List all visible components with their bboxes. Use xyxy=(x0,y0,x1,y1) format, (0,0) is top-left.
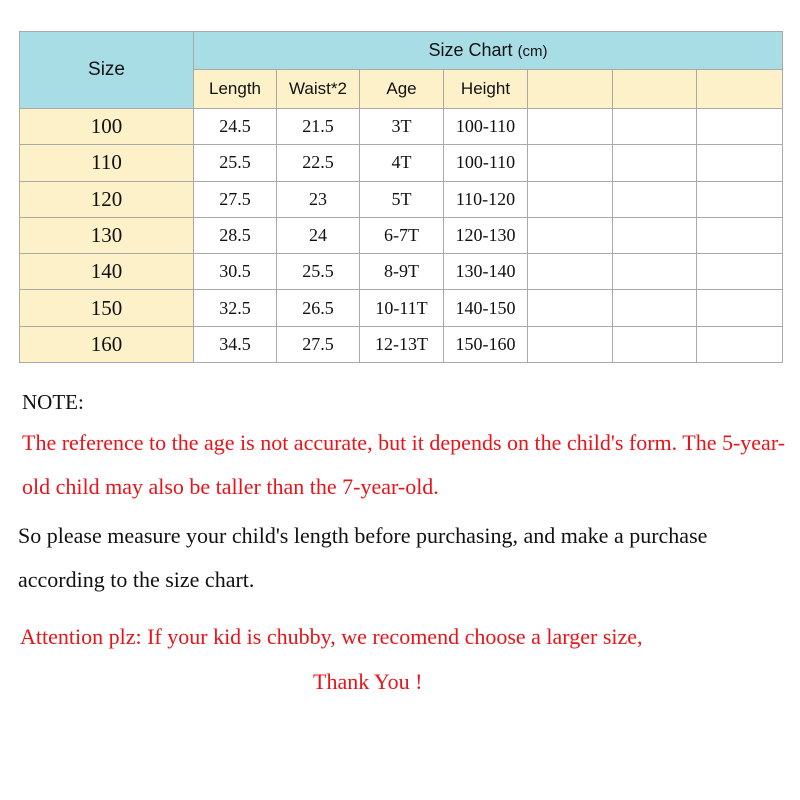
table-row xyxy=(20,290,783,326)
empty-cell xyxy=(613,181,697,217)
empty-cell xyxy=(613,254,697,290)
table-row xyxy=(20,145,783,181)
empty-cell xyxy=(528,290,613,326)
age-cell: 6-7T xyxy=(360,217,444,253)
height-column-header: Height xyxy=(444,70,528,109)
length-cell: 30.5 xyxy=(194,254,277,290)
empty-cell xyxy=(697,290,783,326)
empty-cell xyxy=(528,254,613,290)
size-chart-title xyxy=(194,32,783,70)
waist-cell: 25.5 xyxy=(277,254,360,290)
age-cell: 10-11T xyxy=(360,290,444,326)
empty-cell xyxy=(528,181,613,217)
age-cell: 8-9T xyxy=(360,254,444,290)
table-row xyxy=(20,181,783,217)
empty-cell xyxy=(613,326,697,362)
size-cell: 150 xyxy=(20,290,194,326)
empty-cell xyxy=(697,181,783,217)
waist-column-header: Waist*2 xyxy=(277,70,360,109)
age-cell: 12-13T xyxy=(360,326,444,362)
attention-note: Attention plz: If your kid is chubby, we recomend choose a larger size, xyxy=(20,624,643,649)
size-cell: 110 xyxy=(20,145,194,181)
waist-cell: 21.5 xyxy=(277,109,360,145)
empty-cell xyxy=(697,217,783,253)
length-cell: 34.5 xyxy=(194,326,277,362)
size-cell: 120 xyxy=(20,181,194,217)
height-cell: 150-160 xyxy=(444,326,528,362)
age-cell: 5T xyxy=(360,181,444,217)
table-row xyxy=(20,109,783,145)
empty-header-cell xyxy=(613,70,697,109)
height-cell: 110-120 xyxy=(444,181,528,217)
chart-title-text: Size Chart xyxy=(428,40,513,60)
age-column-header: Age xyxy=(360,70,444,109)
age-cell: 3T xyxy=(360,109,444,145)
length-cell: 27.5 xyxy=(194,181,277,217)
table-row xyxy=(20,326,783,362)
chart-unit-text: (cm) xyxy=(517,43,548,60)
empty-cell xyxy=(613,109,697,145)
waist-cell: 27.5 xyxy=(277,326,360,362)
waist-cell: 22.5 xyxy=(277,145,360,181)
empty-cell xyxy=(697,326,783,362)
height-cell: 130-140 xyxy=(444,254,528,290)
empty-cell xyxy=(613,217,697,253)
height-cell: 120-130 xyxy=(444,217,528,253)
age-reference-note: The reference to the age is not accurate, but it depends on the child's form. The 5-year-old child may also be taller than the 7-year-old. xyxy=(22,430,786,499)
empty-header-cell xyxy=(697,70,783,109)
empty-cell xyxy=(528,109,613,145)
waist-cell: 26.5 xyxy=(277,290,360,326)
empty-cell xyxy=(697,145,783,181)
waist-cell: 24 xyxy=(277,217,360,253)
measure-instruction: So please measure your child's length before purchasing, and make a purchase according to the size chart. xyxy=(18,523,708,592)
size-column-header: Size xyxy=(20,32,194,109)
empty-cell xyxy=(613,290,697,326)
length-cell: 28.5 xyxy=(194,217,277,253)
age-cell: 4T xyxy=(360,145,444,181)
size-cell: 140 xyxy=(20,254,194,290)
length-cell: 32.5 xyxy=(194,290,277,326)
empty-cell xyxy=(697,109,783,145)
size-cell: 160 xyxy=(20,326,194,362)
empty-cell xyxy=(528,326,613,362)
waist-cell: 23 xyxy=(277,181,360,217)
empty-cell xyxy=(528,145,613,181)
table-row xyxy=(20,217,783,253)
empty-cell xyxy=(528,217,613,253)
size-cell: 100 xyxy=(20,109,194,145)
table-row xyxy=(20,254,783,290)
length-column-header: Length xyxy=(194,70,277,109)
note-label: NOTE: xyxy=(22,390,84,414)
empty-cell xyxy=(697,254,783,290)
empty-header-cell xyxy=(528,70,613,109)
height-cell: 100-110 xyxy=(444,109,528,145)
size-cell: 130 xyxy=(20,217,194,253)
thank-you-text: Thank You ! xyxy=(313,669,423,694)
size-chart-table xyxy=(19,31,783,363)
length-cell: 25.5 xyxy=(194,145,277,181)
length-cell: 24.5 xyxy=(194,109,277,145)
empty-cell xyxy=(613,145,697,181)
height-cell: 100-110 xyxy=(444,145,528,181)
height-cell: 140-150 xyxy=(444,290,528,326)
